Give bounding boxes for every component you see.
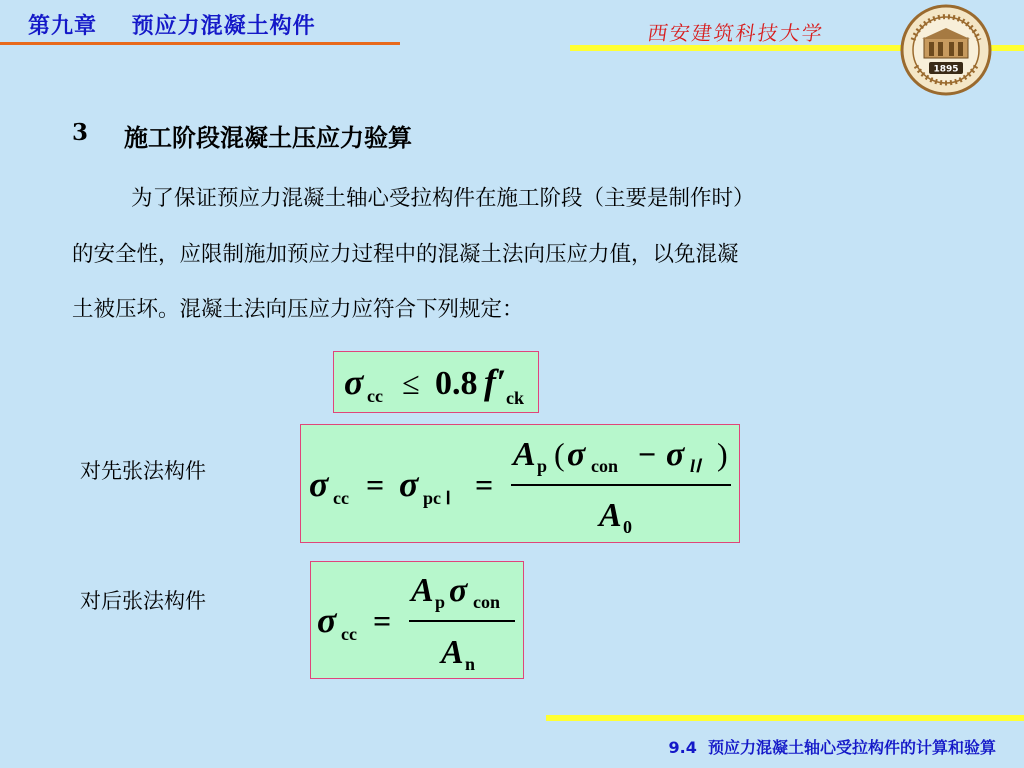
svg-text:A: A: [411, 572, 434, 609]
svg-text:σ: σ: [567, 436, 586, 473]
svg-text:−: −: [638, 436, 657, 472]
svg-text:≤: ≤: [402, 365, 420, 401]
svg-text:f′: f′: [484, 362, 507, 402]
label-posttensioned: 对后张法构件: [80, 589, 206, 613]
formula-limit-box: [333, 351, 539, 413]
university-name: 西安建筑科技大学: [646, 21, 826, 45]
paragraph-line-3: 土被压坏。混凝土法向压应力应符合下列规定：: [72, 297, 524, 322]
formula-posttensioned: [311, 562, 525, 680]
svg-text:=: =: [366, 467, 385, 503]
paragraph-line-2: 的安全性，应限制施加预应力过程中的混凝土法向压应力值，以免混凝: [72, 242, 739, 267]
svg-text:pc Ⅰ: pc Ⅰ: [423, 488, 451, 508]
header-divider-orange: [0, 42, 400, 45]
section-number: 3: [72, 119, 89, 146]
svg-text:σ: σ: [309, 464, 329, 504]
label-pretensioned: 对先张法构件: [80, 459, 206, 483]
svg-text:n: n: [465, 654, 476, 674]
formula-pretensioned: [301, 425, 741, 544]
svg-text:σ: σ: [399, 464, 419, 504]
svg-text:=: =: [475, 467, 494, 503]
university-seal-icon: [896, 4, 996, 96]
svg-text:cc: cc: [367, 386, 383, 406]
svg-text:cc: cc: [333, 488, 349, 508]
svg-text:lⅠ: lⅠ: [690, 456, 701, 476]
svg-text:σ: σ: [344, 362, 364, 402]
footer-divider-yellow: [546, 715, 1024, 721]
svg-text:0.8: 0.8: [435, 365, 478, 402]
svg-text:=: =: [373, 603, 392, 639]
svg-text:): ): [717, 436, 728, 472]
svg-text:A: A: [441, 634, 464, 671]
svg-text:con: con: [591, 456, 618, 476]
svg-text:σ: σ: [317, 600, 337, 640]
seal-year: 1895: [933, 64, 959, 75]
svg-text:cc: cc: [341, 624, 357, 644]
svg-text:A: A: [513, 436, 536, 473]
chapter-title: 第九章 预应力混凝土构件: [28, 14, 316, 39]
formula-pretensioned-box: [300, 424, 740, 543]
footer-section-title: 9.4 预应力混凝土轴心受拉构件的计算和验算: [668, 738, 996, 757]
paragraph-line-1: 为了保证预应力混凝土轴心受拉构件在施工阶段（主要是制作时）: [131, 186, 755, 211]
formula-posttensioned-box: [310, 561, 524, 679]
formula-limit: [334, 352, 540, 414]
svg-text:A: A: [599, 497, 622, 534]
svg-text:con: con: [473, 592, 500, 612]
svg-text:0: 0: [623, 517, 632, 537]
svg-text:p: p: [537, 456, 548, 476]
svg-text:p: p: [435, 592, 446, 612]
svg-text:(: (: [554, 436, 565, 472]
svg-text:σ: σ: [449, 572, 468, 609]
svg-text:σ: σ: [666, 436, 685, 473]
section-title: 施工阶段混凝土压应力验算: [124, 124, 412, 152]
svg-text:ck: ck: [506, 388, 524, 408]
